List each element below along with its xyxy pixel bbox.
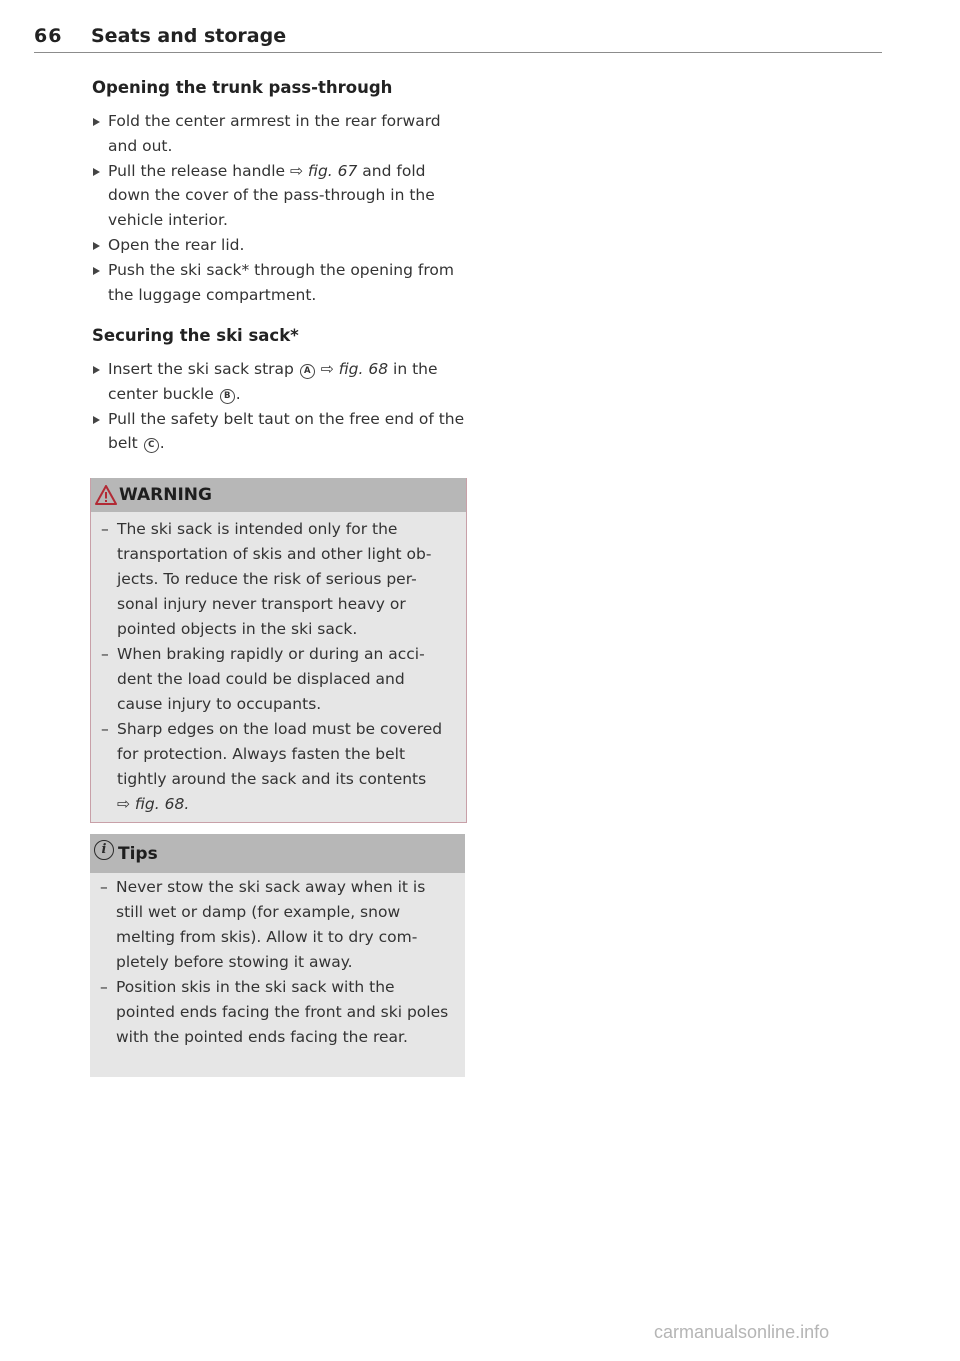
page-header	[34, 22, 882, 53]
securing-heading: Securing the ski sack*	[92, 326, 299, 345]
warning-list	[91, 517, 466, 817]
step-open-lid: Open the rear lid.	[92, 233, 466, 258]
fig-68-link[interactable]: ⇨ fig. 68	[315, 360, 389, 378]
warning-triangle-icon	[95, 485, 117, 505]
tips-list	[90, 875, 465, 1050]
watermark: carmanualsonline.info	[654, 1322, 830, 1342]
info-icon: i	[94, 840, 114, 860]
securing-steps	[92, 357, 466, 456]
opening-section	[92, 77, 466, 307]
warning-box	[90, 478, 467, 823]
securing-section	[92, 325, 466, 456]
warning-item: – The ski sack is intended only for the transportation of skis and other light ob- jects. To reduce the risk of serious per- sonal injury never transport heavy or pointed objects in the ski sack.	[91, 517, 466, 642]
step-insert-strap: Insert the ski sack strap A ⇨ fig. 68 in the center buckle B .	[92, 357, 466, 407]
step-fold-armrest: Fold the center armrest in the rear forward and out.	[92, 109, 466, 159]
marker-a: A	[300, 364, 315, 379]
tips-title: Tips	[118, 844, 158, 864]
warning-title: WARNING	[119, 485, 212, 505]
step-push-sack: Push the ski sack* through the opening from the luggage compartment.	[92, 258, 466, 308]
tip-item: – Never stow the ski sack away when it is still wet or damp (for example, snow melting from skis). Allow it to dry com- pletely before stowing it away.	[90, 875, 465, 975]
warning-item: – Sharp edges on the load must be covered for protection. Always fasten the belt tightly around the sack and its contents ⇨ fig. 68.	[91, 717, 466, 817]
fig-68-link[interactable]: ⇨ fig. 68.	[117, 795, 190, 813]
section-title: Seats and storage	[91, 25, 287, 47]
step-pull-handle: Pull the release handle ⇨ fig. 67 and fold down the cover of the pass-through in the vehicle interior.	[92, 159, 466, 233]
warning-header	[91, 478, 466, 512]
warning-item: – When braking rapidly or during an acci- dent the load could be displaced and cause injury to occupants.	[91, 642, 466, 717]
tips-header	[90, 834, 465, 873]
page-number: 66	[34, 25, 63, 47]
fig-67-link[interactable]: ⇨ fig. 67	[290, 161, 358, 180]
step-pull-belt: Pull the safety belt taut on the free end of the belt C .	[92, 407, 466, 457]
opening-heading: Opening the trunk pass-through	[92, 78, 393, 97]
marker-c: C	[144, 438, 159, 453]
marker-b: B	[220, 389, 235, 404]
tip-item: – Position skis in the ski sack with the pointed ends facing the front and ski poles with the pointed ends facing the rear.	[90, 975, 465, 1050]
tips-box	[90, 834, 465, 1077]
opening-steps	[92, 109, 466, 307]
